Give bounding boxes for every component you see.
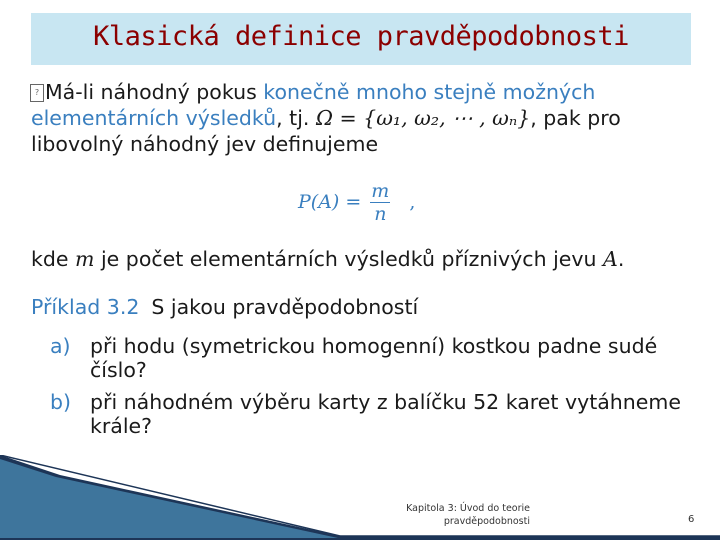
list-item xyxy=(50,390,710,438)
where-text-3: . xyxy=(617,247,625,271)
footer-line-1: Kapitola 3: Úvod do teorie xyxy=(406,503,530,514)
formula-numerator: m xyxy=(371,179,390,202)
omega-set: Ω = {ω₁, ω₂, ⋯ , ωₙ} xyxy=(315,106,531,130)
title-bar xyxy=(31,13,691,65)
item-mark: b) xyxy=(50,390,72,414)
where-m: m xyxy=(75,247,95,271)
item-text: při náhodném výběru karty z balíčku 52 karet vytáhneme krále? xyxy=(90,390,681,438)
placeholder-glyph-icon: ? xyxy=(30,84,44,102)
definition-paragraph xyxy=(31,79,691,157)
where-text-1: kde xyxy=(31,247,76,271)
footer-decoration xyxy=(0,455,720,540)
para-text-3: , pak pro libovolný náhodný jev definujeme xyxy=(31,106,621,156)
footer-line-2: pravděpodobnosti xyxy=(443,516,530,527)
example-heading xyxy=(31,294,691,320)
where-text-2: je počet elementárních výsledků příznivých jevu xyxy=(94,247,604,271)
where-A: A xyxy=(603,247,618,271)
item-text: při hodu (symetrickou homogenní) kostkou padne sudé číslo? xyxy=(90,334,658,382)
example-text: S jakou pravděpodobností xyxy=(151,295,419,319)
formula-lhs: P(A) = xyxy=(298,191,362,213)
formula-denominator: n xyxy=(370,202,390,225)
para-text-2: , tj. xyxy=(276,106,316,130)
footer-chapter xyxy=(390,502,530,528)
list-item xyxy=(50,334,710,382)
where-line xyxy=(31,246,701,272)
example-label: Příklad 3.2 xyxy=(31,295,140,319)
para-text-1: Má-li náhodný pokus xyxy=(45,80,264,104)
para-highlight: konečně mnoho stejně možných elementárních výsledků xyxy=(31,80,596,130)
probability-formula xyxy=(298,172,415,232)
item-mark: a) xyxy=(50,334,71,358)
formula-fraction xyxy=(367,180,393,225)
example-items xyxy=(50,334,710,446)
page-number: 6 xyxy=(688,514,695,525)
formula-trailing: , xyxy=(409,191,416,213)
slide-title: Klasická definice pravděpodobnosti xyxy=(93,21,629,52)
